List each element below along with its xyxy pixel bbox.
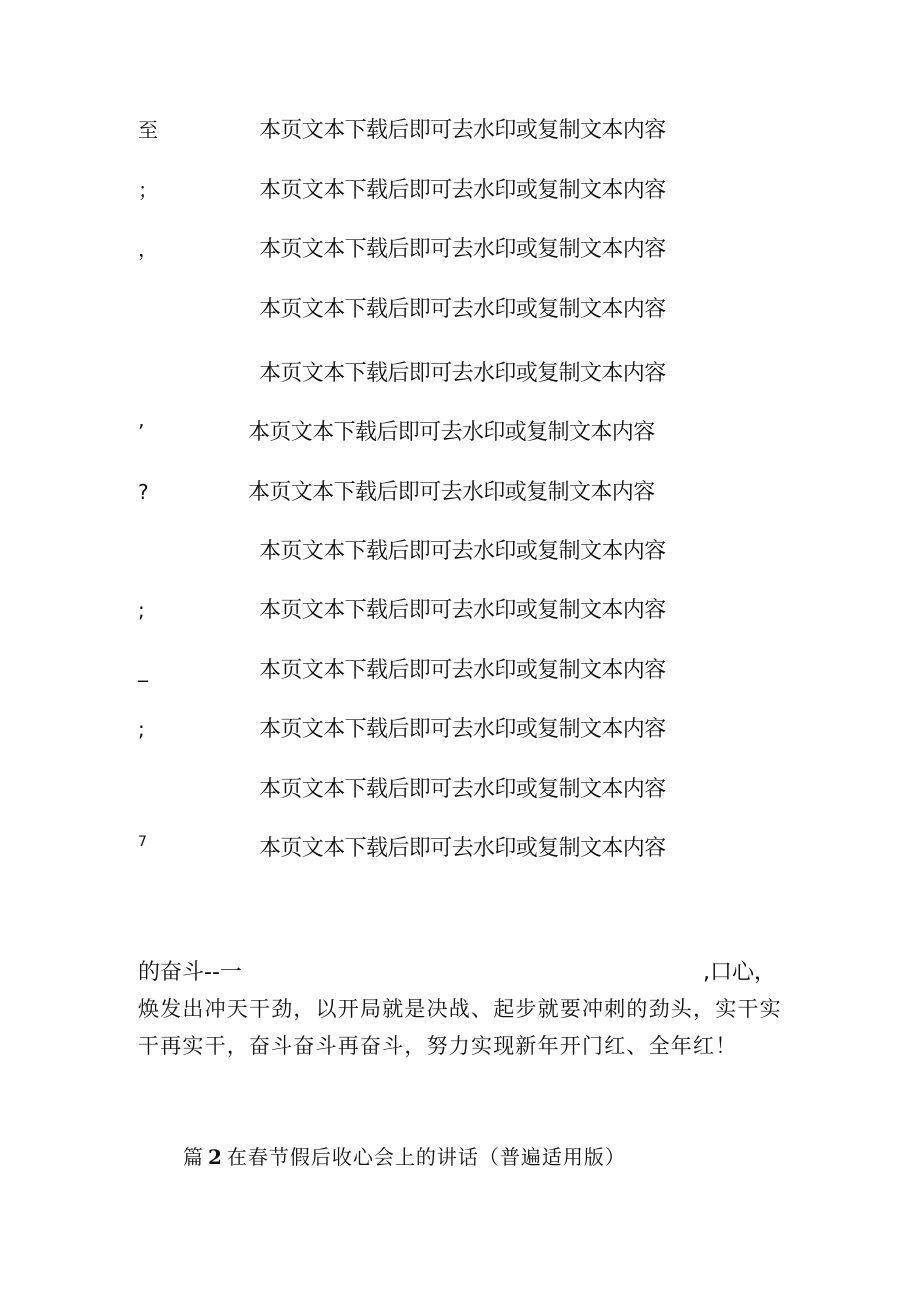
paragraph-line-1-right: ,口心， bbox=[703, 960, 776, 985]
watermark-row bbox=[0, 178, 920, 218]
row-marker: ; bbox=[138, 717, 145, 741]
watermark-row bbox=[0, 658, 920, 698]
paragraph-line-1 bbox=[138, 955, 778, 986]
heading-prefix: 篇 bbox=[183, 1145, 204, 1169]
watermark-row bbox=[0, 717, 920, 757]
watermark-text: 本页文本下载后即可去水印或复制文本内容 bbox=[259, 178, 666, 203]
row-marker: _ bbox=[138, 658, 148, 682]
watermark-text: 本页文本下载后即可去水印或复制文本内容 bbox=[259, 297, 666, 322]
watermark-row bbox=[0, 598, 920, 638]
watermark-row bbox=[0, 297, 920, 337]
section-heading bbox=[183, 1141, 626, 1170]
watermark-text: 本页文本下载后即可去水印或复制文本内容 bbox=[259, 777, 666, 802]
watermark-text: 本页文本下载后即可去水印或复制文本内容 bbox=[259, 118, 666, 143]
watermark-text: 本页文本下载后即可去水印或复制文本内容 bbox=[259, 237, 666, 262]
paragraph-line-1-left: 的奋斗--一 bbox=[138, 960, 242, 985]
watermark-text: 本页文本下载后即可去水印或复制文本内容 bbox=[259, 717, 666, 742]
watermark-text: 本页文本下载后即可去水印或复制文本内容 bbox=[259, 539, 666, 564]
paragraph-line-2: 焕发出冲天干劲，以开局就是决战、起步就要冲刺的劲头，实干实 bbox=[138, 997, 782, 1021]
watermark-text: 本页文本下载后即可去水印或复制文本内容 bbox=[248, 420, 655, 445]
heading-title: 在春节假后收心会上的讲话（普遍适用版） bbox=[226, 1145, 626, 1169]
watermark-text: 本页文本下载后即可去水印或复制文本内容 bbox=[259, 658, 666, 683]
watermark-text: 本页文本下载后即可去水印或复制文本内容 bbox=[259, 361, 666, 386]
watermark-text: 本页文本下载后即可去水印或复制文本内容 bbox=[259, 598, 666, 623]
row-marker: ? bbox=[138, 480, 149, 504]
row-marker: ； bbox=[138, 178, 158, 202]
row-marker: ， bbox=[138, 237, 158, 261]
watermark-row bbox=[0, 237, 920, 277]
paragraph-line-3: 干再实干，奋斗奋斗再奋斗，努力实现新年开门红、全年红！ bbox=[138, 1034, 738, 1058]
watermark-row bbox=[0, 836, 920, 876]
watermark-text: 本页文本下载后即可去水印或复制文本内容 bbox=[248, 480, 655, 505]
watermark-row bbox=[0, 118, 920, 158]
row-marker: ; bbox=[138, 598, 145, 622]
watermark-row bbox=[0, 539, 920, 579]
row-marker: 7 bbox=[138, 834, 147, 850]
watermark-row bbox=[0, 361, 920, 401]
watermark-row bbox=[0, 480, 920, 520]
watermark-text: 本页文本下载后即可去水印或复制文本内容 bbox=[259, 836, 666, 861]
row-marker: 至 bbox=[138, 118, 158, 142]
watermark-row bbox=[0, 420, 920, 460]
watermark-row bbox=[0, 777, 920, 817]
heading-number: 2 bbox=[208, 1145, 223, 1169]
row-marker: ’ bbox=[138, 420, 145, 444]
